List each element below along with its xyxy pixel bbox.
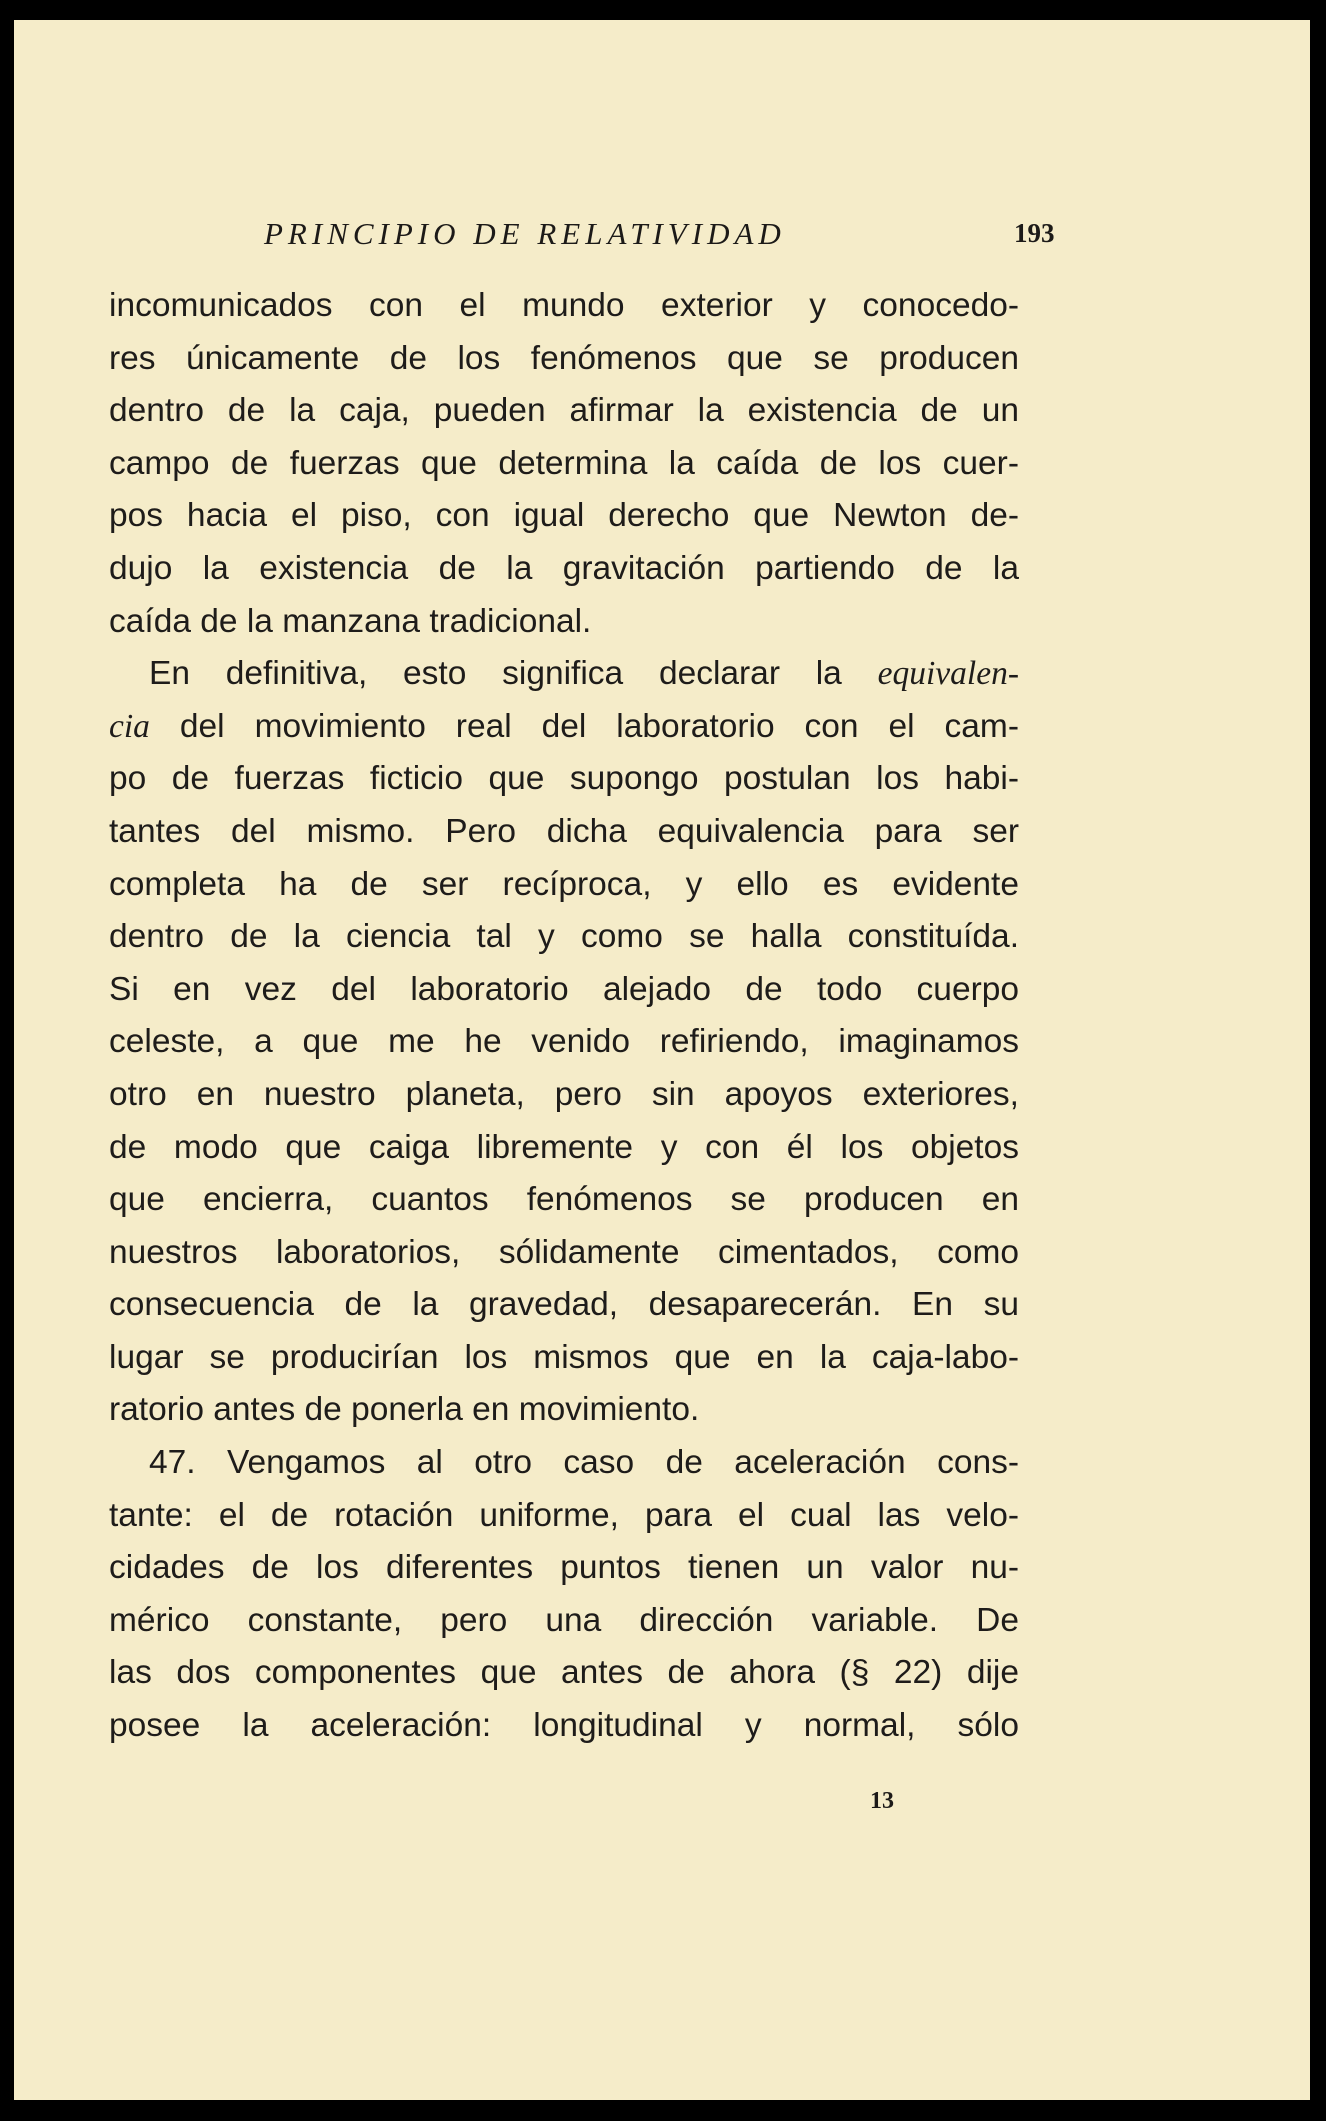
page-number: 193 — [1014, 218, 1055, 248]
section-number: 47. — [149, 1444, 196, 1482]
text-line: las dos componentes que antes de ahora (§ 22) dije — [109, 1654, 1019, 1692]
text-line: cidades de los diferentes puntos tienen un valor nu- — [109, 1549, 1019, 1587]
body-text — [109, 280, 1019, 1753]
text-line: lugar se producirían los mismos que en la caja-labo- — [109, 1338, 1019, 1376]
text-line: incomunicados con el mundo exterior y conocedo- — [109, 287, 1019, 324]
text-line: dentro de la ciencia tal y como se halla constituída. — [109, 918, 1019, 956]
text-line: celeste, a que me he venido refiriendo, imaginamos — [109, 1023, 1019, 1061]
running-header: PRINCIPIO DE RELATIVIDAD — [264, 216, 786, 251]
text-line: res únicamente de los fenómenos que se producen — [109, 339, 1019, 377]
text-segment: del movimiento real del laboratorio con el cam- — [179, 707, 1019, 745]
signature-mark: 13 — [870, 1788, 894, 1814]
text-line: mérico constante, pero una dirección variable. De — [109, 1601, 1019, 1639]
text-line — [109, 1437, 1019, 1490]
italic-term: cia — [109, 707, 150, 745]
text-line: caída de la manzana tradicional. — [109, 602, 592, 640]
text-line: consecuencia de la gravedad, desaparecerán. En su — [109, 1286, 1019, 1324]
text-line: dujo la existencia de la gravitación partiendo de la — [109, 549, 1019, 587]
text-segment: Vengamos al otro caso de aceleración cons- — [227, 1444, 1019, 1482]
text-line: otro en nuestro planeta, pero sin apoyos exteriores, — [109, 1075, 1019, 1113]
text-segment: En definitiva, esto significa declarar la — [149, 655, 842, 693]
text-line — [109, 648, 1019, 701]
text-line: que encierra, cuantos fenómenos se producen en — [109, 1181, 1019, 1219]
text-line: Si en vez del laboratorio alejado de todo cuerpo — [109, 970, 1019, 1008]
italic-term: equivalen- — [877, 655, 1019, 693]
text-line: posee la aceleración: longitudinal y normal, sólo — [109, 1707, 1019, 1745]
text-line: dentro de la caja, pueden afirmar la existencia de un — [109, 392, 1019, 430]
text-line: tantes del mismo. Pero dicha equivalencia para ser — [109, 812, 1019, 850]
text-line: completa ha de ser recíproca, y ello es evidente — [109, 865, 1019, 903]
text-line: campo de fuerzas que determina la caída de los cuer- — [109, 444, 1019, 482]
text-line: de modo que caiga libremente y con él los objetos — [109, 1128, 1019, 1166]
text-line — [109, 701, 1019, 754]
text-line: pos hacia el piso, con igual derecho que Newton de- — [109, 497, 1019, 535]
text-line: nuestros laboratorios, sólidamente cimentados, como — [109, 1233, 1019, 1271]
book-page — [14, 20, 1310, 2100]
text-line: ratorio antes de ponerla en movimiento. — [109, 1391, 700, 1429]
text-line: tante: el de rotación uniforme, para el cual las velo- — [109, 1496, 1019, 1534]
text-line: po de fuerzas ficticio que supongo postulan los habi- — [109, 760, 1019, 798]
